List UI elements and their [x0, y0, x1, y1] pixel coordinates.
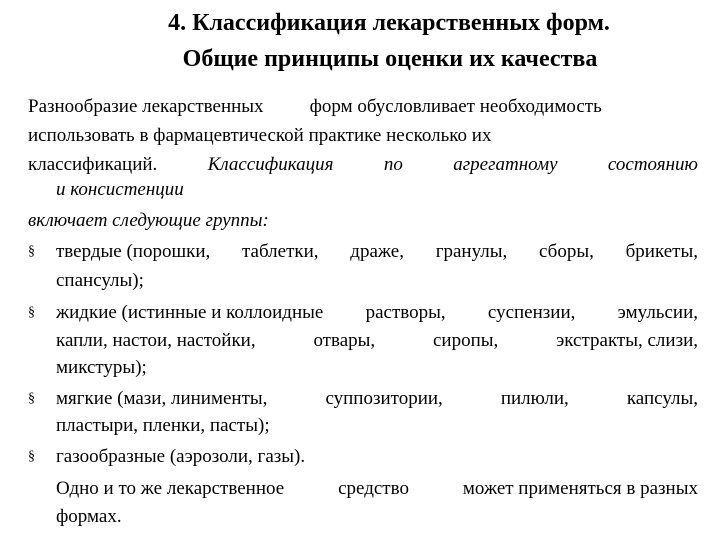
- intro-text: Разнообразие лекарственных: [28, 96, 264, 117]
- closing-word: Одно и то же лекарственное: [56, 478, 285, 499]
- closing-line-2: формах.: [56, 506, 122, 527]
- bullet-word: драже,: [350, 241, 404, 262]
- bullet-3-line-1: [56, 387, 698, 411]
- intro-word: агрегатному: [453, 154, 558, 175]
- bullet-word: экстракты, слизи,: [556, 330, 698, 351]
- bullet-word: мягкие (мази, линименты,: [56, 388, 268, 409]
- intro-line-4: и консистенции: [56, 179, 184, 200]
- intro-line-5: включает следующие группы:: [28, 210, 269, 231]
- bullet-1-line-1: [56, 240, 698, 264]
- bullet-word: эмульсии,: [617, 302, 698, 323]
- bullet-word: капсулы,: [626, 388, 698, 409]
- bullet-marker: §: [28, 449, 35, 464]
- bullet-word: отвары,: [313, 330, 376, 351]
- bullet-marker: §: [28, 305, 35, 320]
- closing-word: может применяться в разных: [462, 478, 698, 499]
- bullet-word: растворы,: [365, 302, 446, 323]
- intro-line-1: [28, 95, 698, 119]
- intro-line-2: использовать в фармацевтической практике несколько их: [28, 125, 492, 146]
- bullet-word: брикеты,: [625, 241, 698, 262]
- bullet-1-line-2: спансулы);: [56, 270, 144, 291]
- bullet-marker: §: [28, 244, 35, 259]
- intro-word: классификаций.: [28, 154, 158, 175]
- bullet-4-line-1: газообразные (аэрозоли, газы).: [56, 446, 306, 467]
- bullet-word: жидкие (истинные и коллоидные: [56, 302, 324, 323]
- bullet-2-line-3: микстуры);: [56, 357, 147, 378]
- closing-word: средство: [338, 478, 409, 499]
- intro-text: форм обусловливает необходимость: [309, 96, 602, 117]
- intro-word: Классификация: [207, 154, 334, 175]
- intro-word: по: [383, 154, 403, 175]
- bullet-word: капли, настои, настойки,: [56, 330, 256, 351]
- closing-line-1: [56, 477, 698, 501]
- intro-word: состоянию: [607, 154, 698, 175]
- bullet-3-line-2: пластыри, пленки, пасты);: [56, 415, 270, 436]
- bullet-word: суспензии,: [487, 302, 576, 323]
- bullet-word: твердые (порошки,: [56, 241, 211, 262]
- bullet-marker: §: [28, 391, 35, 406]
- bullet-word: пилюли,: [500, 388, 569, 409]
- bullet-word: суппозитории,: [325, 388, 443, 409]
- intro-line-3: [28, 153, 698, 177]
- slide-title-line-2: Общие принципы оценки их качества: [182, 46, 598, 72]
- bullet-word: гранулы,: [435, 241, 508, 262]
- bullet-word: таблетки,: [242, 241, 319, 262]
- bullet-2-line-2: [56, 329, 698, 353]
- slide-title-line-1: 4. Классификация лекарственных форм.: [168, 10, 610, 36]
- bullet-word: сиропы,: [433, 330, 499, 351]
- bullet-2-line-1: [56, 301, 698, 325]
- bullet-word: сборы,: [539, 241, 594, 262]
